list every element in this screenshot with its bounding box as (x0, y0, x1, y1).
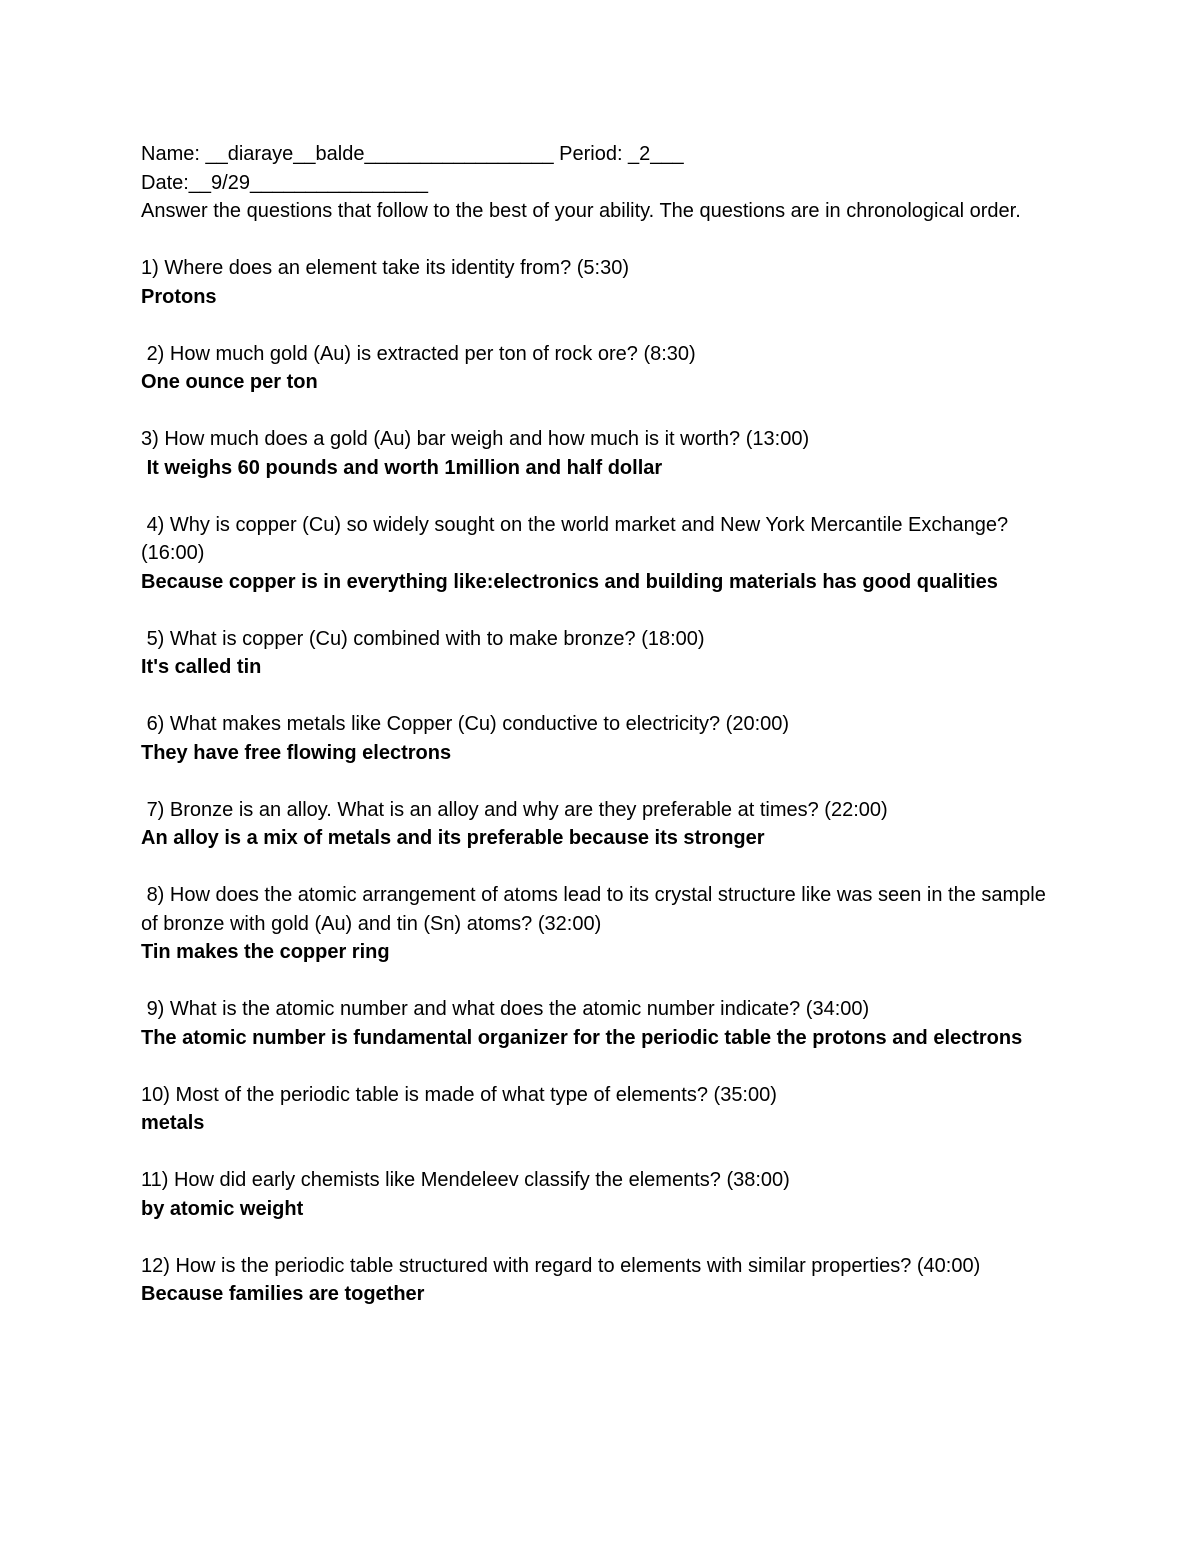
worksheet-header (141, 140, 1061, 197)
answer-text: by atomic weight (141, 1197, 304, 1220)
question-text: 9) What is the atomic number and what does the atomic number indicate? (34:00) (141, 998, 870, 1020)
answer-text: They have free flowing electrons (141, 741, 452, 764)
qa-item-9 (141, 995, 1061, 1052)
answer-text: metals (141, 1112, 205, 1134)
qa-item-5 (141, 625, 1061, 682)
qa-item-3 (141, 425, 1061, 482)
question-text: 6) What makes metals like Copper (Cu) conductive to electricity? (20:00) (141, 713, 790, 735)
question-text: 12) How is the periodic table structured with regard to elements with similar properties? (40:00) (141, 1254, 981, 1277)
question-text: 7) Bronze is an alloy. What is an alloy and why are they preferable at times? (22:00) (141, 798, 888, 821)
question-text: 10) Most of the periodic table is made of what type of elements? (35:00) (141, 1083, 777, 1106)
question-text: 8) How does the atomic arrangement of atoms lead to its crystal structure like was seen in the sample of bronze with gold (Au) and tin (Sn) atoms? (32:00) (141, 884, 1052, 935)
answer-text: It's called tin (141, 656, 262, 678)
answer-text: Protons (141, 285, 217, 308)
date-line: Date:__9/29________________ (141, 171, 428, 194)
question-text: 4) Why is copper (Cu) so widely sought on the world market and New York Mercantile Exchange? (16:00) (141, 513, 1014, 564)
worksheet-page (141, 140, 1061, 1309)
instructions-text: Answer the questions that follow to the best of your ability. The questions are in chronological order. (141, 200, 1021, 222)
qa-item-2 (141, 340, 1061, 397)
answer-text: It weighs 60 pounds and worth 1million and half dollar (141, 456, 663, 479)
answer-text: The atomic number is fundamental organizer for the periodic table the protons and electrons (141, 1026, 1023, 1049)
qa-item-11 (141, 1166, 1061, 1223)
question-text: 3) How much does a gold (Au) bar weigh and how much is it worth? (13:00) (141, 428, 810, 450)
answer-text: Because families are together (141, 1283, 425, 1305)
answer-text: Tin makes the copper ring (141, 941, 390, 963)
question-text: 1) Where does an element take its identity from? (5:30) (141, 257, 630, 279)
qa-item-6 (141, 710, 1061, 767)
answer-text: Because copper is in everything like:electronics and building materials has good qualities (141, 570, 998, 593)
qa-item-8 (141, 881, 1061, 967)
answer-text: An alloy is a mix of metals and its preferable because its stronger (141, 827, 765, 849)
qa-item-1 (141, 254, 1061, 311)
answer-text: One ounce per ton (141, 371, 318, 393)
question-text: 11) How did early chemists like Mendeleev classify the elements? (38:00) (141, 1169, 790, 1191)
qa-item-7 (141, 796, 1061, 853)
question-text: 5) What is copper (Cu) combined with to make bronze? (18:00) (141, 627, 705, 650)
question-text: 2) How much gold (Au) is extracted per ton of rock ore? (8:30) (141, 342, 696, 365)
name-period-line: Name: __diaraye__balde_________________ Period: _2___ (141, 143, 684, 165)
qa-item-12 (141, 1252, 1061, 1309)
qa-item-4 (141, 511, 1061, 597)
qa-item-10 (141, 1081, 1061, 1138)
